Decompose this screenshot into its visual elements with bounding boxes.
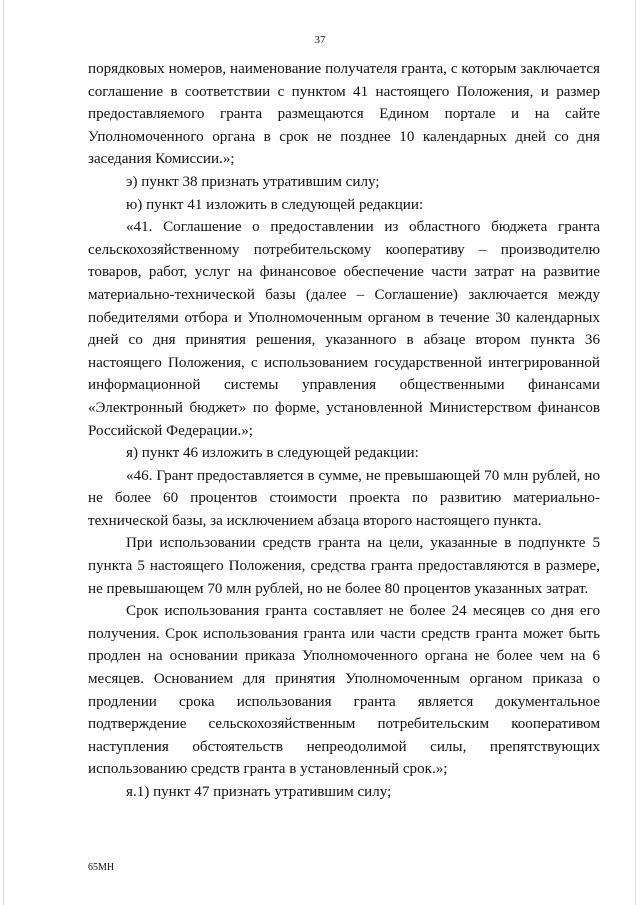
paragraph-item-e: э) пункт 38 признать утратившим силу; (126, 173, 380, 190)
paragraph-clause-41: «41. Соглашение о предоставлении из областного бюджета гранта сельскохозяйственному потребительскому кооперативу – производителю товаров, работ, услуг на финансовое обеспечение части затрат на развитие материально-технической базы (далее – Соглашение) заключается между победителями отбора и Уполномоченным органом в течение 30 календарных дней со дня принятия решения, указанного в абзаце втором пункта 36 настоящего Положения, с использованием государственной интегрированной информационной системы управления общественными финансами «Электронный бюджет» по форме, установленной Министерством финансов Российской Федерации.»; (88, 219, 600, 439)
scan-edge-left (3, 0, 4, 905)
paragraph-item-ya: я) пункт 46 изложить в следующей редакции: (126, 445, 419, 462)
paragraph-item-yu: ю) пункт 41 изложить в следующей редакции: (126, 196, 424, 213)
document-body (88, 58, 600, 804)
paragraph-clause-46: «46. Грант предоставляется в сумме, не превышающей 70 млн рублей, но не более 60 процентов стоимости проекта по развитию материально-технической базы, за исключением абзаца второго настоящего пункта. (88, 467, 600, 529)
paragraph-item-ya1: я.1) пункт 47 признать утратившим силу; (126, 784, 392, 800)
page-number: 37 (314, 34, 326, 46)
scan-edge-right (635, 0, 636, 905)
paragraph-grant-use: При использовании средств гранта на цели, указанные в подпункте 5 пункта 5 настоящего Положения, средства гранта предоставляются в размере, не превышающем 70 млн рублей, но не более 80 процентов указанных затрат. (88, 535, 600, 597)
footer-code: 65МН (88, 862, 115, 873)
paragraph-grant-term: Срок использования гранта составляет не более 24 месяцев со дня его получения. Срок использования гранта или части средств гранта может быть продлен на основании приказа Уполномоченного органа не более чем на 6 месяцев. Основанием для принятия Уполномоченным органом приказа о продлении срока использования гранта является документальное подтверждение сельскохозяйственным потребительским кооперативом наступления обстоятельств непреодолимой силы, препятствующих использованию средств гранта в установленный срок.»; (88, 603, 600, 778)
paragraph-continuation: порядковых номеров, наименование получателя гранта, с которым заключается соглашение в соответствии с пунктом 41 настоящего Положения, и размер предоставляемого гранта размещаются Едином портале и на сайте Уполномоченного органа в срок не позднее 10 календарных дней со дня заседания Комиссии.»; (88, 61, 600, 168)
